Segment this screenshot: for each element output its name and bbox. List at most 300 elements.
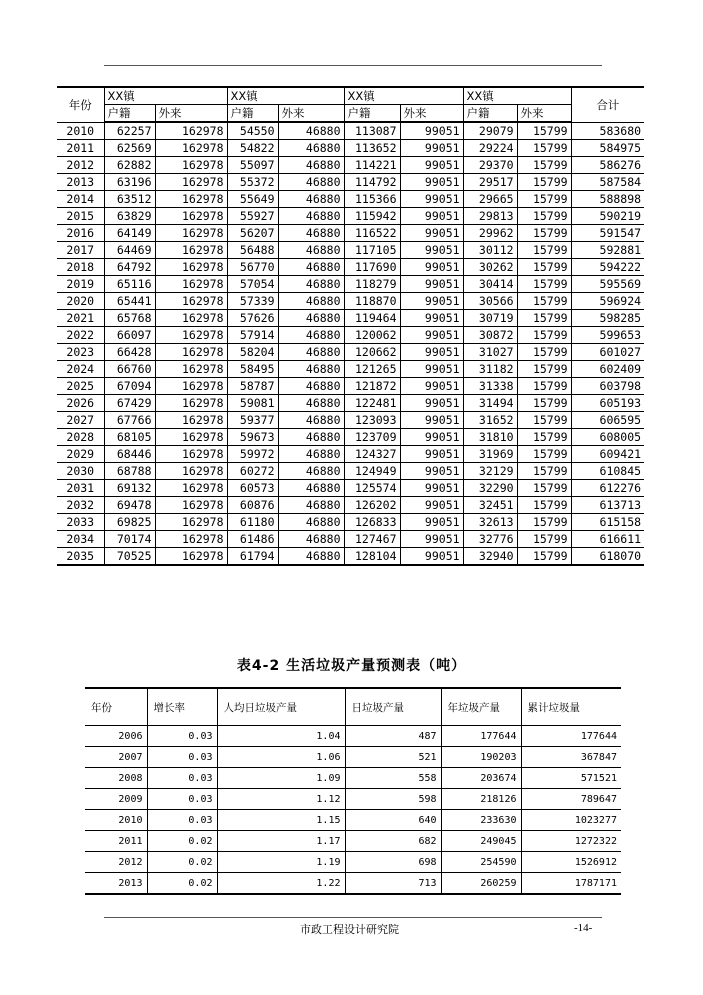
- waste-header-row: [85, 688, 621, 726]
- value-cell: 162978: [155, 276, 227, 293]
- value-cell: 598: [345, 789, 441, 810]
- value-cell: 162978: [155, 157, 227, 174]
- value-cell: 162978: [155, 395, 227, 412]
- value-cell: 99051: [400, 327, 463, 344]
- year-cell: 2008: [85, 768, 147, 789]
- value-cell: 31810: [463, 429, 517, 446]
- total-cell: 608005: [571, 429, 644, 446]
- value-cell: 32940: [463, 548, 517, 566]
- value-cell: 367847: [521, 747, 621, 768]
- value-cell: 162978: [155, 191, 227, 208]
- migrant-header: 外来: [400, 105, 463, 123]
- value-cell: 60272: [227, 463, 278, 480]
- value-cell: 46880: [278, 548, 344, 566]
- value-cell: 46880: [278, 378, 344, 395]
- value-cell: 29517: [463, 174, 517, 191]
- value-cell: 99051: [400, 293, 463, 310]
- value-cell: 162978: [155, 344, 227, 361]
- year-cell: 2011: [57, 140, 104, 157]
- registered-header: 户籍: [227, 105, 278, 123]
- value-cell: 46880: [278, 157, 344, 174]
- town-header: XX镇: [104, 87, 227, 105]
- value-cell: 162978: [155, 446, 227, 463]
- value-cell: 15799: [517, 191, 571, 208]
- town-header: XX镇: [227, 87, 344, 105]
- value-cell: 558: [345, 768, 441, 789]
- table-row: [57, 242, 644, 259]
- year-cell: 2025: [57, 378, 104, 395]
- value-cell: 115366: [344, 191, 400, 208]
- value-cell: 61794: [227, 548, 278, 566]
- year-cell: 2022: [57, 327, 104, 344]
- table-row: [57, 327, 644, 344]
- value-cell: 31338: [463, 378, 517, 395]
- value-cell: 15799: [517, 463, 571, 480]
- table-row: [57, 395, 644, 412]
- value-cell: 99051: [400, 344, 463, 361]
- value-cell: 127467: [344, 531, 400, 548]
- value-cell: 99051: [400, 191, 463, 208]
- value-cell: 31182: [463, 361, 517, 378]
- total-cell: 601027: [571, 344, 644, 361]
- value-cell: 29665: [463, 191, 517, 208]
- value-cell: 56488: [227, 242, 278, 259]
- year-cell: 2012: [85, 852, 147, 873]
- value-cell: 203674: [441, 768, 521, 789]
- total-header: 合计: [571, 87, 644, 122]
- value-cell: 0.03: [147, 747, 217, 768]
- table-row: [57, 497, 644, 514]
- value-cell: 68788: [104, 463, 155, 480]
- table-row: [57, 446, 644, 463]
- value-cell: 30112: [463, 242, 517, 259]
- year-cell: 2029: [57, 446, 104, 463]
- year-cell: 2032: [57, 497, 104, 514]
- value-cell: 162978: [155, 361, 227, 378]
- value-cell: 32451: [463, 497, 517, 514]
- total-cell: 587584: [571, 174, 644, 191]
- value-cell: 15799: [517, 208, 571, 225]
- value-cell: 46880: [278, 225, 344, 242]
- value-cell: 162978: [155, 208, 227, 225]
- table-row: [57, 463, 644, 480]
- value-cell: 46880: [278, 514, 344, 531]
- value-cell: 15799: [517, 412, 571, 429]
- value-cell: 67094: [104, 378, 155, 395]
- value-cell: 29079: [463, 122, 517, 140]
- value-cell: 29962: [463, 225, 517, 242]
- table-row: [57, 412, 644, 429]
- value-cell: 64469: [104, 242, 155, 259]
- value-cell: 162978: [155, 412, 227, 429]
- year-cell: 2010: [57, 122, 104, 140]
- value-cell: 63512: [104, 191, 155, 208]
- value-cell: 15799: [517, 140, 571, 157]
- value-cell: 57339: [227, 293, 278, 310]
- value-cell: 46880: [278, 310, 344, 327]
- value-cell: 99051: [400, 497, 463, 514]
- value-cell: 59377: [227, 412, 278, 429]
- value-cell: 31969: [463, 446, 517, 463]
- year-cell: 2009: [85, 789, 147, 810]
- value-cell: 46880: [278, 191, 344, 208]
- population-table: [57, 86, 644, 566]
- value-cell: 99051: [400, 361, 463, 378]
- value-cell: 67429: [104, 395, 155, 412]
- value-cell: 15799: [517, 361, 571, 378]
- year-cell: 2013: [85, 873, 147, 895]
- value-cell: 162978: [155, 531, 227, 548]
- total-cell: 602409: [571, 361, 644, 378]
- total-cell: 616611: [571, 531, 644, 548]
- value-cell: 46880: [278, 276, 344, 293]
- total-cell: 594222: [571, 259, 644, 276]
- per-capita-header: 人均日垃圾产量: [217, 688, 345, 726]
- population-header-row: [57, 87, 644, 105]
- value-cell: 56770: [227, 259, 278, 276]
- value-cell: 113087: [344, 122, 400, 140]
- value-cell: 162978: [155, 378, 227, 395]
- year-cell: 2018: [57, 259, 104, 276]
- table-row: [57, 480, 644, 497]
- value-cell: 99051: [400, 310, 463, 327]
- value-cell: 55649: [227, 191, 278, 208]
- total-cell: 595569: [571, 276, 644, 293]
- value-cell: 99051: [400, 225, 463, 242]
- table-row: [57, 174, 644, 191]
- value-cell: 46880: [278, 395, 344, 412]
- year-cell: 2007: [85, 747, 147, 768]
- value-cell: 68105: [104, 429, 155, 446]
- registered-header: 户籍: [104, 105, 155, 123]
- value-cell: 15799: [517, 378, 571, 395]
- year-cell: 2013: [57, 174, 104, 191]
- value-cell: 15799: [517, 395, 571, 412]
- value-cell: 99051: [400, 157, 463, 174]
- value-cell: 99051: [400, 174, 463, 191]
- value-cell: 66097: [104, 327, 155, 344]
- cumulative-header: 累计垃圾量: [521, 688, 621, 726]
- value-cell: 162978: [155, 310, 227, 327]
- year-cell: 2030: [57, 463, 104, 480]
- value-cell: 682: [345, 831, 441, 852]
- value-cell: 99051: [400, 208, 463, 225]
- value-cell: 70174: [104, 531, 155, 548]
- value-cell: 58495: [227, 361, 278, 378]
- growth-rate-header: 增长率: [147, 688, 217, 726]
- value-cell: 119464: [344, 310, 400, 327]
- value-cell: 0.02: [147, 873, 217, 895]
- total-cell: 598285: [571, 310, 644, 327]
- value-cell: 115942: [344, 208, 400, 225]
- migrant-header: 外来: [155, 105, 227, 123]
- year-header: 年份: [85, 688, 147, 726]
- value-cell: 54822: [227, 140, 278, 157]
- value-cell: 46880: [278, 531, 344, 548]
- value-cell: 0.02: [147, 831, 217, 852]
- value-cell: 99051: [400, 463, 463, 480]
- year-header: 年份: [57, 87, 104, 122]
- value-cell: 162978: [155, 259, 227, 276]
- value-cell: 46880: [278, 344, 344, 361]
- migrant-header: 外来: [517, 105, 571, 123]
- value-cell: 128104: [344, 548, 400, 566]
- value-cell: 55097: [227, 157, 278, 174]
- year-cell: 2015: [57, 208, 104, 225]
- value-cell: 0.03: [147, 726, 217, 747]
- value-cell: 60876: [227, 497, 278, 514]
- value-cell: 1.22: [217, 873, 345, 895]
- total-cell: 603798: [571, 378, 644, 395]
- value-cell: 58787: [227, 378, 278, 395]
- value-cell: 124949: [344, 463, 400, 480]
- value-cell: 58204: [227, 344, 278, 361]
- table-row: [85, 768, 621, 789]
- year-cell: 2033: [57, 514, 104, 531]
- value-cell: 46880: [278, 327, 344, 344]
- value-cell: 30414: [463, 276, 517, 293]
- table-row: [57, 361, 644, 378]
- value-cell: 32290: [463, 480, 517, 497]
- value-cell: 46880: [278, 412, 344, 429]
- value-cell: 1.15: [217, 810, 345, 831]
- value-cell: 31652: [463, 412, 517, 429]
- value-cell: 1526912: [521, 852, 621, 873]
- value-cell: 32776: [463, 531, 517, 548]
- population-subheader-row: [57, 105, 644, 123]
- value-cell: 713: [345, 873, 441, 895]
- value-cell: 65441: [104, 293, 155, 310]
- value-cell: 15799: [517, 310, 571, 327]
- value-cell: 0.03: [147, 810, 217, 831]
- total-cell: 588898: [571, 191, 644, 208]
- value-cell: 46880: [278, 361, 344, 378]
- value-cell: 57626: [227, 310, 278, 327]
- header-rule: [104, 65, 602, 66]
- value-cell: 1.04: [217, 726, 345, 747]
- value-cell: 15799: [517, 242, 571, 259]
- value-cell: 162978: [155, 140, 227, 157]
- value-cell: 15799: [517, 514, 571, 531]
- value-cell: 571521: [521, 768, 621, 789]
- value-cell: 54550: [227, 122, 278, 140]
- waste-table-caption: 表4-2 生活垃圾产量预测表（吨）: [236, 658, 467, 674]
- table-row: [85, 852, 621, 873]
- table-row: [57, 208, 644, 225]
- value-cell: 126202: [344, 497, 400, 514]
- value-cell: 46880: [278, 463, 344, 480]
- value-cell: 46880: [278, 480, 344, 497]
- value-cell: 0.03: [147, 789, 217, 810]
- value-cell: 118279: [344, 276, 400, 293]
- table-row: [57, 122, 644, 140]
- value-cell: 15799: [517, 293, 571, 310]
- value-cell: 162978: [155, 514, 227, 531]
- daily-output-header: 日垃圾产量: [345, 688, 441, 726]
- table-row: [57, 259, 644, 276]
- value-cell: 0.03: [147, 768, 217, 789]
- table-row: [57, 514, 644, 531]
- table-row: [57, 378, 644, 395]
- year-cell: 2012: [57, 157, 104, 174]
- value-cell: 124327: [344, 446, 400, 463]
- total-cell: 610845: [571, 463, 644, 480]
- registered-header: 户籍: [344, 105, 400, 123]
- total-cell: 599653: [571, 327, 644, 344]
- total-cell: 596924: [571, 293, 644, 310]
- table-row: [57, 157, 644, 174]
- total-cell: 606595: [571, 412, 644, 429]
- year-cell: 2026: [57, 395, 104, 412]
- table-row: [57, 276, 644, 293]
- year-cell: 2021: [57, 310, 104, 327]
- value-cell: 233630: [441, 810, 521, 831]
- year-cell: 2010: [85, 810, 147, 831]
- value-cell: 99051: [400, 378, 463, 395]
- value-cell: 254590: [441, 852, 521, 873]
- footer-rule: [104, 917, 602, 918]
- total-cell: 615158: [571, 514, 644, 531]
- value-cell: 15799: [517, 276, 571, 293]
- table-row: [57, 310, 644, 327]
- value-cell: 99051: [400, 276, 463, 293]
- value-cell: 190203: [441, 747, 521, 768]
- value-cell: 64792: [104, 259, 155, 276]
- value-cell: 46880: [278, 122, 344, 140]
- value-cell: 1.06: [217, 747, 345, 768]
- value-cell: 1.17: [217, 831, 345, 852]
- value-cell: 162978: [155, 225, 227, 242]
- value-cell: 15799: [517, 446, 571, 463]
- value-cell: 121872: [344, 378, 400, 395]
- town-header: XX镇: [344, 87, 463, 105]
- value-cell: 789647: [521, 789, 621, 810]
- value-cell: 60573: [227, 480, 278, 497]
- value-cell: 99051: [400, 514, 463, 531]
- value-cell: 15799: [517, 548, 571, 566]
- value-cell: 55927: [227, 208, 278, 225]
- total-cell: 591547: [571, 225, 644, 242]
- value-cell: 99051: [400, 429, 463, 446]
- value-cell: 59081: [227, 395, 278, 412]
- value-cell: 521: [345, 747, 441, 768]
- value-cell: 640: [345, 810, 441, 831]
- value-cell: 125574: [344, 480, 400, 497]
- value-cell: 46880: [278, 429, 344, 446]
- total-cell: 586276: [571, 157, 644, 174]
- value-cell: 123709: [344, 429, 400, 446]
- value-cell: 99051: [400, 480, 463, 497]
- value-cell: 15799: [517, 531, 571, 548]
- value-cell: 162978: [155, 242, 227, 259]
- value-cell: 162978: [155, 327, 227, 344]
- value-cell: 218126: [441, 789, 521, 810]
- total-cell: 612276: [571, 480, 644, 497]
- value-cell: 15799: [517, 429, 571, 446]
- annual-output-header: 年垃圾产量: [441, 688, 521, 726]
- value-cell: 31027: [463, 344, 517, 361]
- value-cell: 99051: [400, 122, 463, 140]
- value-cell: 1272322: [521, 831, 621, 852]
- value-cell: 69132: [104, 480, 155, 497]
- value-cell: 67766: [104, 412, 155, 429]
- total-cell: 613713: [571, 497, 644, 514]
- value-cell: 69478: [104, 497, 155, 514]
- value-cell: 117105: [344, 242, 400, 259]
- value-cell: 30872: [463, 327, 517, 344]
- year-cell: 2027: [57, 412, 104, 429]
- total-cell: 584975: [571, 140, 644, 157]
- value-cell: 117690: [344, 259, 400, 276]
- value-cell: 61180: [227, 514, 278, 531]
- town-header: XX镇: [463, 87, 571, 105]
- value-cell: 46880: [278, 259, 344, 276]
- value-cell: 32613: [463, 514, 517, 531]
- page-number: -14-: [574, 922, 593, 934]
- value-cell: 15799: [517, 122, 571, 140]
- value-cell: 162978: [155, 122, 227, 140]
- year-cell: 2031: [57, 480, 104, 497]
- value-cell: 15799: [517, 157, 571, 174]
- value-cell: 260259: [441, 873, 521, 895]
- value-cell: 15799: [517, 480, 571, 497]
- value-cell: 698: [345, 852, 441, 873]
- value-cell: 99051: [400, 259, 463, 276]
- value-cell: 29224: [463, 140, 517, 157]
- table-row: [57, 293, 644, 310]
- value-cell: 59972: [227, 446, 278, 463]
- registered-header: 户籍: [463, 105, 517, 123]
- value-cell: 46880: [278, 497, 344, 514]
- value-cell: 123093: [344, 412, 400, 429]
- value-cell: 114792: [344, 174, 400, 191]
- value-cell: 118870: [344, 293, 400, 310]
- value-cell: 99051: [400, 446, 463, 463]
- value-cell: 162978: [155, 497, 227, 514]
- total-cell: 605193: [571, 395, 644, 412]
- value-cell: 1.09: [217, 768, 345, 789]
- total-cell: 590219: [571, 208, 644, 225]
- value-cell: 99051: [400, 412, 463, 429]
- table-row: [57, 548, 644, 566]
- value-cell: 113652: [344, 140, 400, 157]
- value-cell: 177644: [521, 726, 621, 747]
- value-cell: 1787171: [521, 873, 621, 895]
- value-cell: 32129: [463, 463, 517, 480]
- value-cell: 30262: [463, 259, 517, 276]
- table-row: [57, 140, 644, 157]
- value-cell: 116522: [344, 225, 400, 242]
- value-cell: 162978: [155, 548, 227, 566]
- table-row: [85, 873, 621, 895]
- value-cell: 62569: [104, 140, 155, 157]
- value-cell: 114221: [344, 157, 400, 174]
- table-row: [57, 531, 644, 548]
- value-cell: 62257: [104, 122, 155, 140]
- year-cell: 2024: [57, 361, 104, 378]
- year-cell: 2006: [85, 726, 147, 747]
- year-cell: 2023: [57, 344, 104, 361]
- migrant-header: 外来: [278, 105, 344, 123]
- value-cell: 65116: [104, 276, 155, 293]
- total-cell: 618070: [571, 548, 644, 566]
- value-cell: 249045: [441, 831, 521, 852]
- value-cell: 0.02: [147, 852, 217, 873]
- value-cell: 162978: [155, 293, 227, 310]
- value-cell: 122481: [344, 395, 400, 412]
- value-cell: 120062: [344, 327, 400, 344]
- value-cell: 126833: [344, 514, 400, 531]
